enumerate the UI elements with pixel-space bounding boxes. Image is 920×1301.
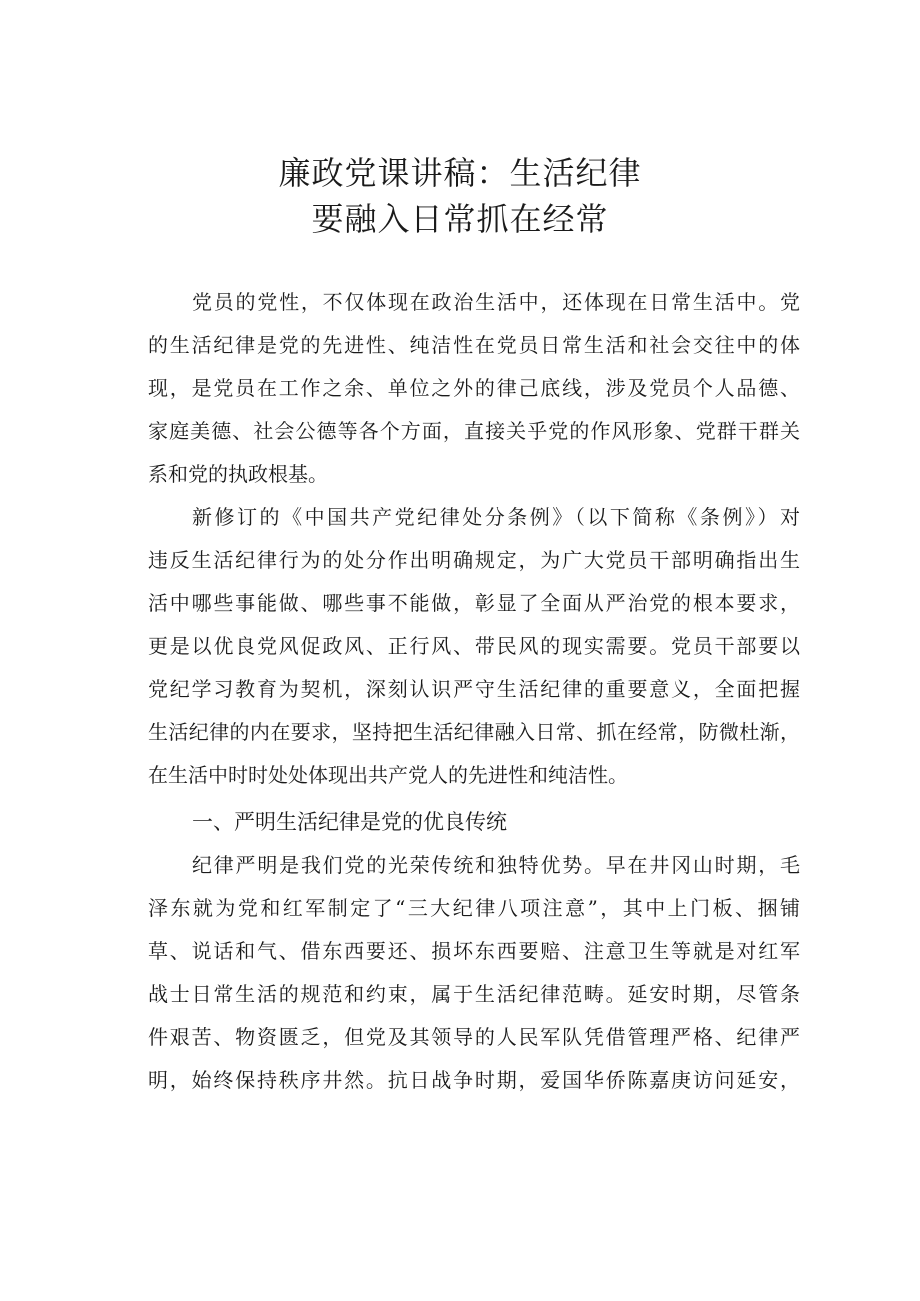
paragraph-line: 草、说话和气、借东西要还、损坏东西要赔、注意卫生等就是对红军 [148,939,800,963]
paragraph-line: 系和党的执政根基。 [148,462,328,486]
document-title-line-1: 廉政党课讲稿：生活纪律 [278,154,642,192]
paragraph-line: 战士日常生活的规范和约束，属于生活纪律范畴。延安时期，尽管条 [148,982,800,1006]
paragraph-line: 活中哪些事能做、哪些事不能做，彰显了全面从严治党的根本要求， [148,591,800,615]
paragraph-line: 家庭美德、社会公德等各个方面，直接关乎党的作风形象、党群干群关 [148,419,800,443]
paragraph-3 [148,844,800,1102]
paragraph-line: 党纪学习教育为契机，深刻认识严守生活纪律的重要意义，全面把握 [148,677,800,701]
paragraph-line: 违反生活纪律行为的处分作出明确规定，为广大党员干部明确指出生 [148,548,800,572]
paragraph-line: 的生活纪律是党的先进性、纯洁性在党员日常生活和社会交往中的体 [148,333,800,357]
paragraph-line: 更是以优良党风促政风、正行风、带民风的现实需要。党员干部要以 [148,634,800,658]
paragraph-line: 件艰苦、物资匮乏，但党及其领导的人民军队凭借管理严格、纪律严 [148,1025,800,1049]
paragraph-line: 现，是党员在工作之余、单位之外的律己底线，涉及党员个人品德、 [148,376,800,400]
section-heading-1: 一、严明生活纪律是党的优良传统 [192,810,507,834]
paragraph-line: 泽东就为党和红军制定了“三大纪律八项注意”，其中上门板、捆铺 [148,896,800,920]
paragraph-line: 纪律严明是我们党的光荣传统和独特优势。早在井冈山时期，毛 [192,853,800,877]
paragraph-line: 明，始终保持秩序井然。抗日战争时期，爱国华侨陈嘉庚访问延安， [148,1068,800,1092]
paragraph-line: 新修订的《中国共产党纪律处分条例》（以下简称《条例》）对 [192,505,800,529]
paragraph-line: 党员的党性，不仅体现在政治生活中，还体现在日常生活中。党 [192,290,800,314]
paragraph-2 [148,496,800,797]
paragraph-1 [148,281,800,496]
paragraph-line: 生活纪律的内在要求，坚持把生活纪律融入日常、抓在经常，防微杜渐， [148,720,800,744]
paragraph-line: 在生活中时时处处体现出共产党人的先进性和纯洁性。 [148,763,628,787]
document-title-line-2: 要融入日常抓在经常 [311,200,609,238]
